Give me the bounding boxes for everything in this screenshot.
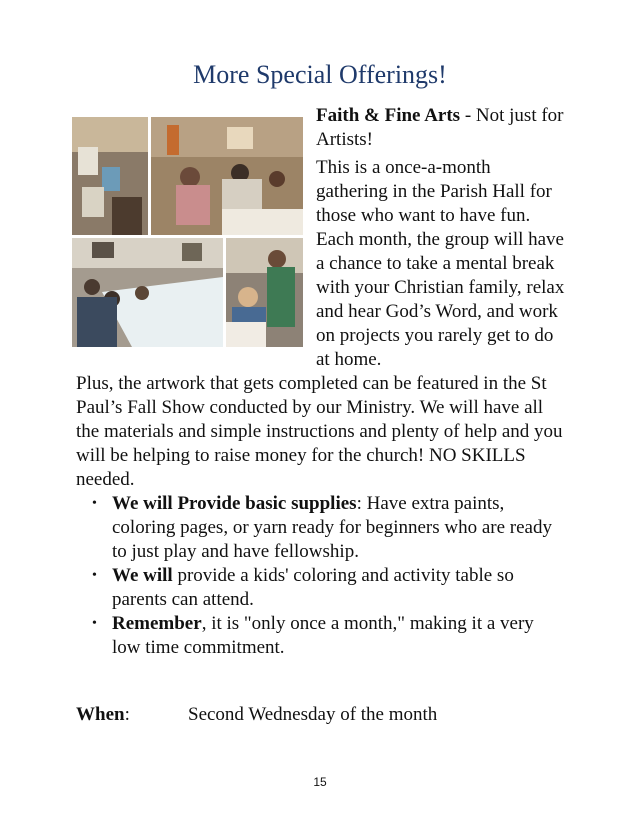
when-line: [76, 704, 438, 726]
bullet-marker: •: [92, 616, 97, 631]
bullet-bold: Remember: [112, 613, 202, 634]
bullet-item: [92, 492, 566, 564]
bullet-item: [92, 564, 566, 612]
intro-paragraph: This is a once-a-month gathering in the Parish Hall for those who want to have fun. Each month, the group will have a chance to take a mental break with your Christian family, relax and hear God’s Word, and work on projects you rarely get to do at home.: [316, 157, 565, 370]
page-number: 15: [313, 775, 327, 789]
page-title: More Special Offerings!: [193, 60, 447, 89]
bullet-text: : Have extra paints, coloring pages, or yarn ready for beginners who are ready to just play and have fellowship.: [112, 493, 552, 562]
bullet-marker: •: [92, 496, 97, 511]
plus-paragraph: Plus, the artwork that gets completed can be featured in the St Paul’s Fall Show conducted by our Ministry. We will have all the materials and simple instructions and plenty of help and you will be helping to raise money for the church! NO SKILLS needed.: [76, 373, 563, 490]
when-colon: :: [124, 704, 130, 725]
bullet-text: , it is "only once a month," making it a very low time commitment.: [112, 613, 534, 658]
bullet-list: [76, 492, 566, 660]
bullet-item: [92, 612, 566, 660]
section-heading-subtitle: - Not just for Artists!: [316, 105, 564, 150]
bullet-text: provide a kids' coloring and activity table so parents can attend.: [112, 565, 514, 610]
bullet-marker: •: [92, 568, 97, 583]
bullet-bold: We will Provide basic supplies: [112, 493, 357, 514]
when-value: Second Wednesday of the month: [188, 704, 438, 725]
section-heading-bold: Faith & Fine Arts: [316, 105, 461, 126]
when-label: When: [76, 704, 125, 725]
article-body: [76, 104, 566, 660]
image-wrap-spacer: [76, 104, 316, 359]
bullet-bold: We will: [112, 565, 173, 586]
